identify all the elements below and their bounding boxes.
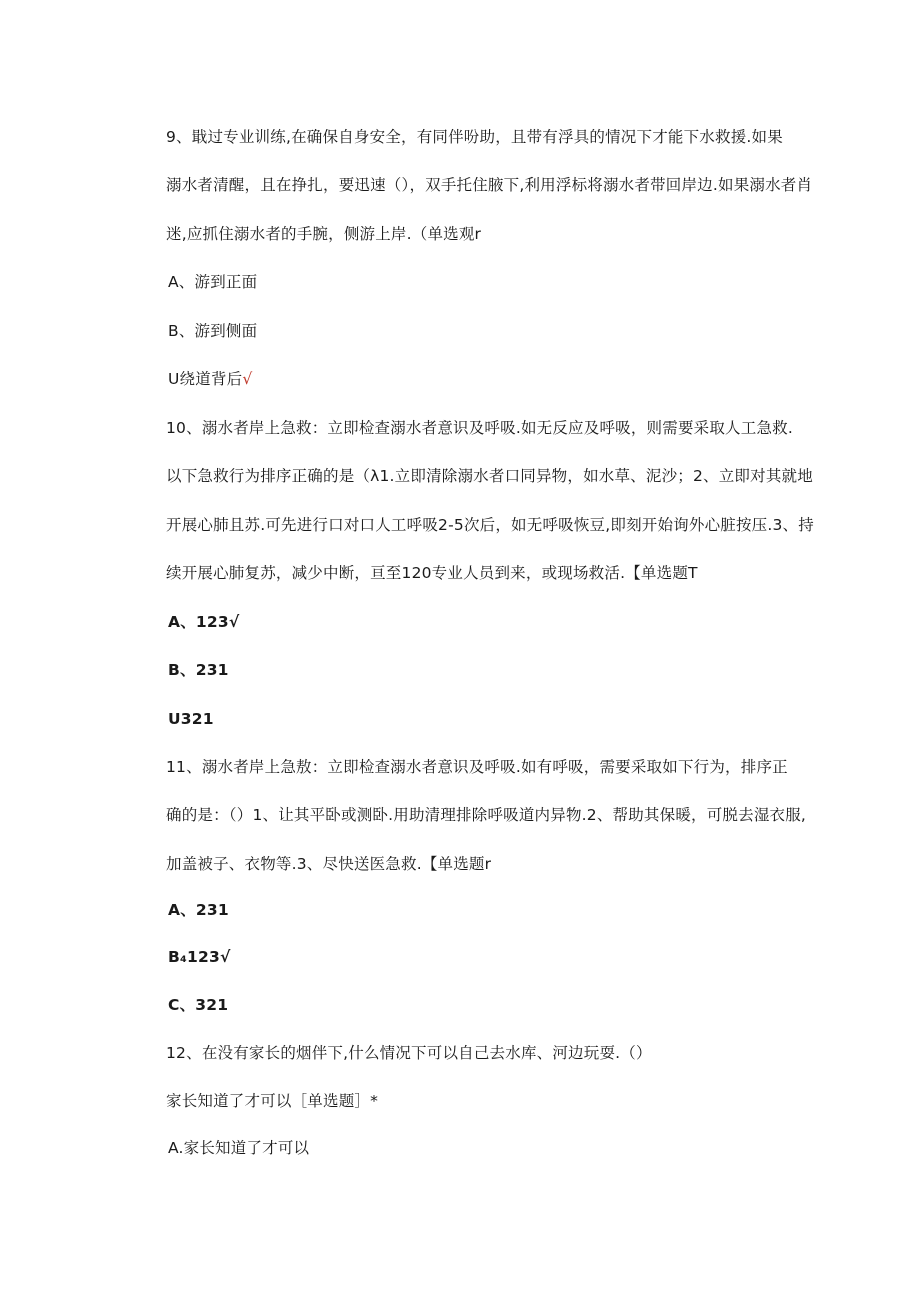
question-12-option-a: A.家长知道了才可以 [168,1139,310,1157]
question-11-option-b: B₄123√ [168,948,231,966]
question-10-line-3: 开展心肺且苏.可先进行口对口人工呼吸2-5次后，如无呼吸恢豆,即刻开始询外心脏按压.3、持 [166,516,814,534]
question-11-line-2: 确的是：（）1、让其平卧或测卧.用助清理排除呼吸道内异物.2、帮助其保暖，可脱去湿衣服, [166,806,807,824]
question-12-line-2: 家长知道了才可以［单选题］* [166,1092,379,1110]
question-11-line-3: 加盖被子、衣物等.3、尽快送医急救.【单选题r [166,855,492,873]
question-10-line-2: 以下急救行为排序正确的是（λ1.立即清除溺水者口同异物，如水草、泥沙；2、立即对其就地 [166,467,813,485]
question-10-line-1: 10、溺水者岸上急救：立即检查溺水者意识及呼吸.如无反应及呼吸，则需要采取人工急救. [166,419,793,437]
question-10-line-4: 续开展心肺复苏，减少中断，亘至120专业人员到来，或现场救活.【单选题T [166,564,698,582]
question-9-option-a: A、游到正面 [168,273,258,291]
question-9-line-2: 溺水者清醒，且在挣扎，要迅速（），双手托住腋下,利用浮标将溺水者带回岸边.如果溺水者肖 [166,176,813,194]
question-9-line-1: 9、戢过专业训练,在确保自身安全，有同伴吩助，且带有浮具的情况下才能下水救援.如果 [166,128,783,146]
question-9-option-b: B、游到侧面 [168,322,258,340]
question-9-line-3: 迷,应抓住溺水者的手腕，侧游上岸.（单选观r [166,225,482,243]
question-12-line-1: 12、在没有家长的烟伴下,什么情况下可以自己去水库、河边玩耍.（） [166,1044,652,1062]
question-11-line-1: 11、溺水者岸上急敖：立即检查溺水者意识及呼吸.如有呼吸，需要采取如下行为，排序正 [166,758,788,776]
correct-check-mark: √ [242,370,253,388]
question-10-option-b: B、231 [168,661,229,679]
question-9-option-c [168,369,252,389]
question-10-option-a: A、123√ [168,613,240,631]
question-11-option-a: A、231 [168,901,229,919]
question-11-option-c: C、321 [168,996,229,1014]
question-9-option-c-text: U绕道背后 [168,370,243,388]
question-10-option-c: U321 [168,710,214,728]
